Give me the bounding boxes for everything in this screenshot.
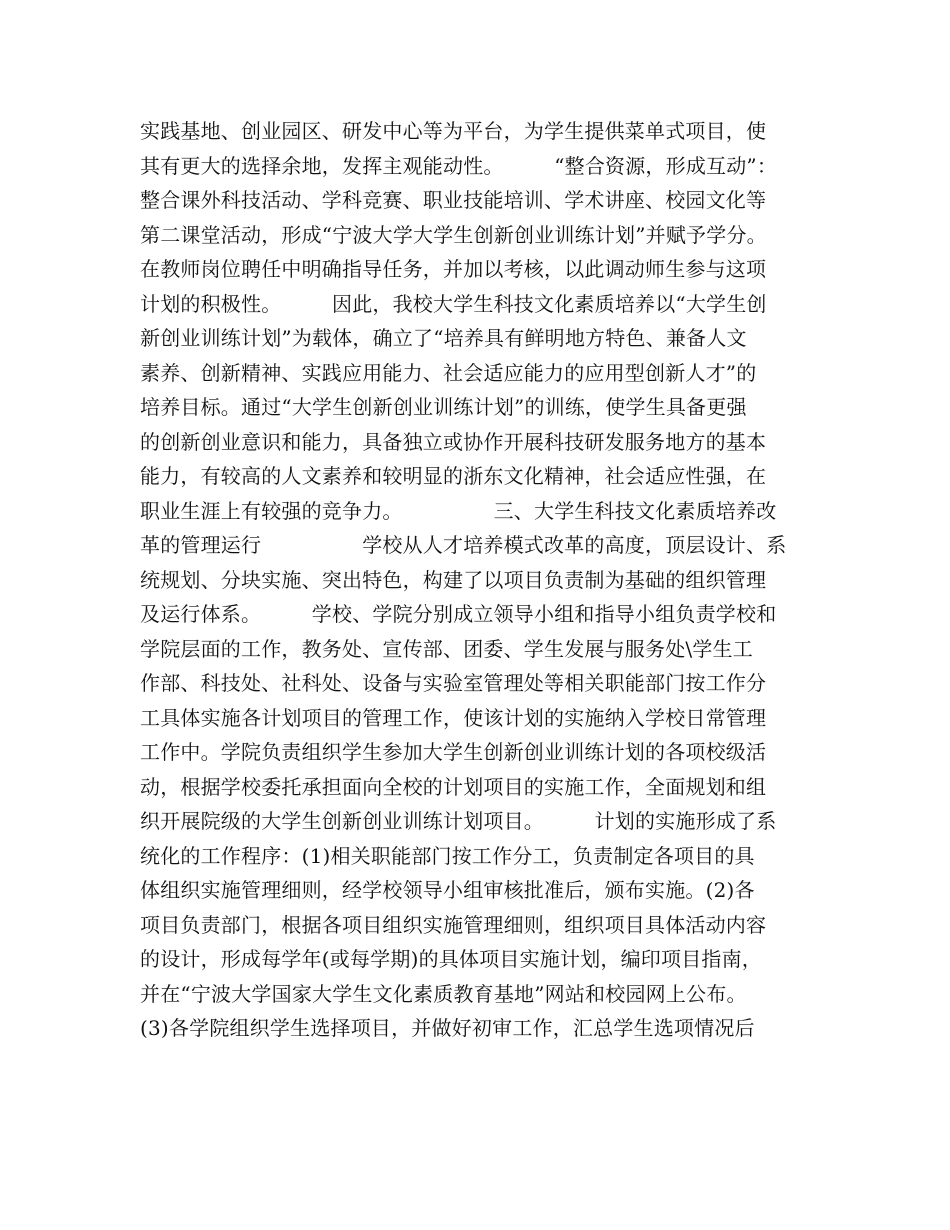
text-line: (3)各学院组织学生选择项目，并做好初审工作，汇总学生选项情况后 bbox=[140, 1016, 755, 1040]
text-line: 织开展院级的大学生创新创业训练计划项目。 计划的实施形成了系 bbox=[140, 809, 777, 833]
text-line: 其有更大的选择余地，发挥主观能动性。 “整合资源，形成互动”： bbox=[140, 153, 778, 178]
text-line: 职业生涯上有较强的竞争力。 三、大学生科技文化素质培养改 bbox=[140, 498, 777, 523]
text-line: 的创新创业意识和能力，具备独立或协作开展科技研发服务地方的基本 bbox=[140, 429, 767, 454]
text-line: 计划的积极性。 因此，我校大学生科技文化素质培养以“大学生创 bbox=[140, 291, 767, 316]
text-line: 项目负责部门，根据各项目组织实施管理细则，组织项目具体活动内容 bbox=[140, 912, 767, 937]
text-line: 整合课外科技活动、学科竞赛、职业技能培训、学术讲座、校园文化等 bbox=[140, 188, 767, 212]
text-line: 作部、科技处、社科处、设备与实验室管理处等相关职能部门按工作分 bbox=[140, 671, 767, 695]
text-line: 学院层面的工作，教务处、宣传部、团委、学生发展与服务处\学生工 bbox=[140, 636, 753, 661]
text-line: 工作中。学院负责组织学生参加大学生创新创业训练计划的各项校级活 bbox=[140, 740, 767, 764]
text-line: 革的管理运行 学校从人才培养模式改革的高度，顶层设计、系 bbox=[140, 533, 787, 557]
text-line: 第二课堂活动，形成“宁波大学大学生创新创业训练计划”并赋予学分。 bbox=[140, 222, 767, 247]
text-line: 素养、创新精神、实践应用能力、社会适应能力的应用型创新人才”的 bbox=[140, 360, 757, 385]
body-text bbox=[140, 114, 830, 1046]
text-line: 统化的工作程序：(1)相关职能部门按工作分工，负责制定各项目的具 bbox=[140, 843, 755, 868]
text-line: 体组织实施管理细则，经学校领导小组审核批准后，颁布实施。(2)各 bbox=[140, 878, 755, 902]
text-line: 并在“宁波大学国家大学生文化素质教育基地”网站和校园网上公布。 bbox=[140, 981, 747, 1006]
text-line: 新创业训练计划”为载体，确立了“培养具有鲜明地方特色、兼备人文 bbox=[140, 326, 747, 350]
text-line: 统规划、分块实施、突出特色，构建了以项目负责制为基础的组织管理 bbox=[140, 567, 767, 592]
text-line: 及运行体系。 学校、学院分别成立领导小组和指导小组负责学校和 bbox=[140, 602, 777, 626]
text-line: 工具体实施各计划项目的管理工作，使该计划的实施纳入学校日常管理 bbox=[140, 705, 767, 730]
text-line: 在教师岗位聘任中明确指导任务，并加以考核，以此调动师生参与这项 bbox=[140, 257, 767, 281]
text-line: 实践基地、创业园区、研发中心等为平台，为学生提供菜单式项目，使 bbox=[140, 119, 767, 143]
text-line: 能力，有较高的人文素养和较明显的浙东文化精神，社会适应性强，在 bbox=[140, 464, 767, 488]
text-line: 的设计，形成每学年(或每学期)的具体项目实施计划，编印项目指南， bbox=[140, 947, 763, 971]
text-line: 培养目标。通过“大学生创新创业训练计划”的训练，使学生具备更强 bbox=[140, 395, 747, 419]
text-line: 动，根据学校委托承担面向全校的计划项目的实施工作，全面规划和组 bbox=[140, 774, 767, 799]
